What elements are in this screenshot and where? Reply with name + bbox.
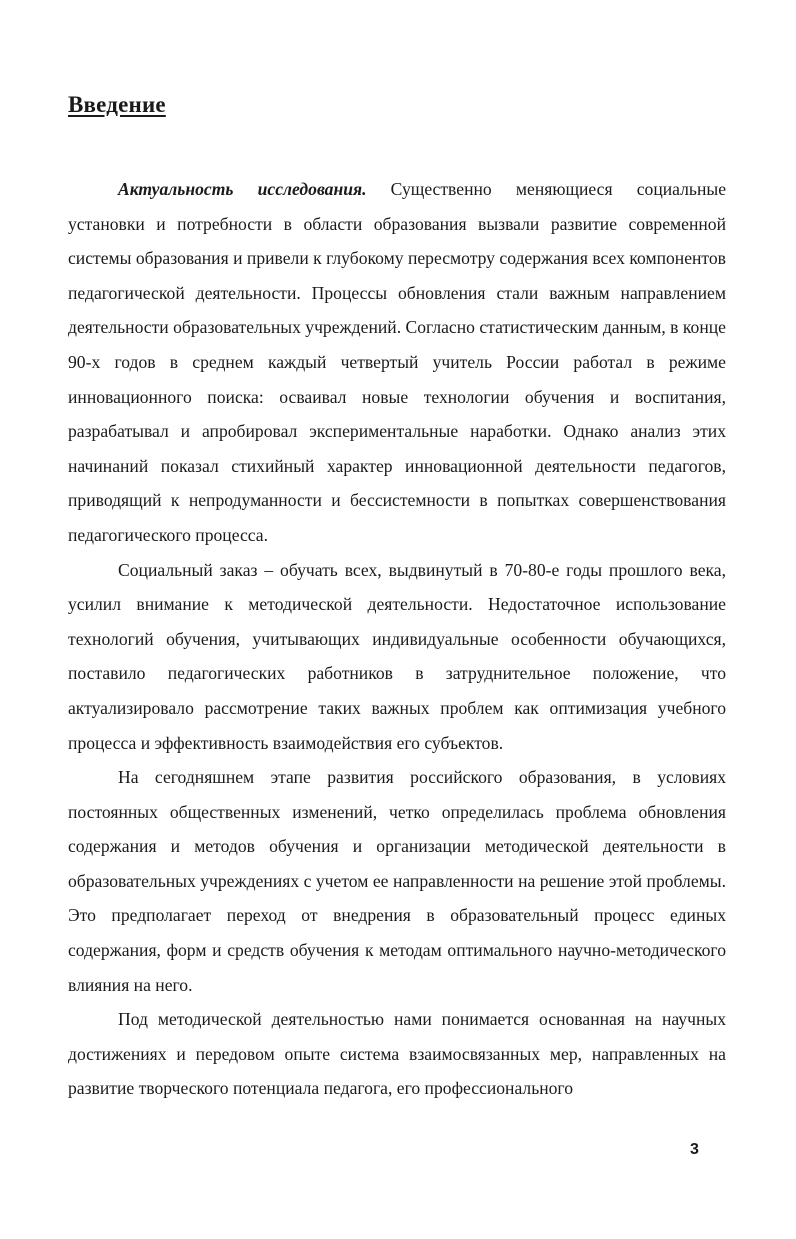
paragraph-relevance xyxy=(68,172,726,553)
page-number: 3 xyxy=(690,1141,699,1158)
paragraph-text: Существенно меняющиеся социальные установки и потребности в области образования вызвали развитие современной системы образования и привели к глубокому пересмотру содержания всех компонентов педагогической деятельности. Процессы обновления стали важным направлением деятельности образовательных учреждений. Согласно статистическим данным, в конце 90-х годов в среднем каждый четвертый учитель России работал в режиме инновационного поиска: осваивал новые технологии обучения и воспитания, разрабатывал и апробировал экспериментальные наработки. Однако анализ этих начинаний показал стихийный характер инновационной деятельности педагогов, приводящий к непродуманности и бессистемности в попытках совершенствования педагогического процесса. xyxy=(68,179,726,545)
paragraph-current-stage: На сегодняшнем этапе развития российского образования, в условиях постоянных общественных изменений, четко определилась проблема обновления содержания и методов обучения и организации методической деятельности в образовательных учреждениях с учетом ее направленности на решение этой проблемы. Это предполагает переход от внедрения в образовательный процесс единых содержания, форм и средств обучения к методам оптимального научно-методического влияния на него. xyxy=(68,767,726,995)
paragraph-social-order: Социальный заказ – обучать всех, выдвинутый в 70-80-е годы прошлого века, усилил внимание к методической деятельности. Недостаточное использование технологий обучения, учитывающих индивидуальные особенности обучающихся, поставило педагогических работников в затруднительное положение, что актуализировало рассмотрение таких важных проблем как оптимизация учебного процесса и эффективность взаимодействия его субъектов. xyxy=(68,559,726,753)
paragraph-methodical-activity: Под методической деятельностью нами понимается основанная на научных достижениях и передовом опыте система взаимосвязанных мер, направленных на развитие творческого потенциала педагога, его профессионального xyxy=(68,1009,726,1099)
document-body xyxy=(68,172,726,1106)
page-title: Введение xyxy=(68,92,166,117)
paragraph-lead: Актуальность исследования. xyxy=(118,179,367,199)
